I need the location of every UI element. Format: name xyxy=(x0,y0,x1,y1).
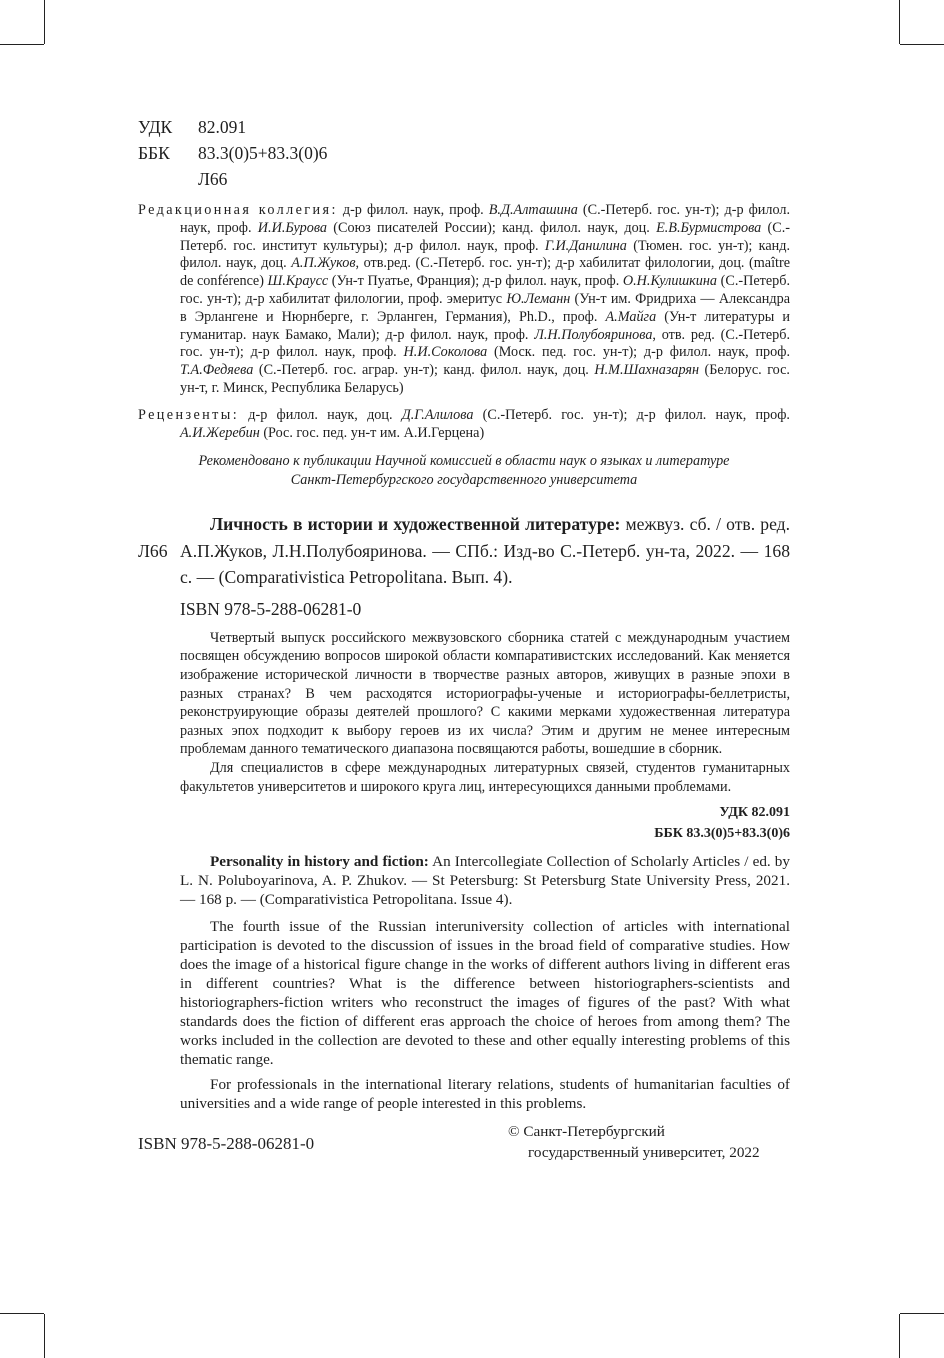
recommendation-line-2: Санкт-Петербургского государственного университета xyxy=(290,471,638,488)
board-person-name: Е.В.Бурмистрова xyxy=(656,219,762,236)
english-abstract-paragraph-1: The fourth issue of the Russian interuniversity collection of articles with international participation is devoted to the discussion of issues in the broad field of comparative studies. How does the image of a historical figure change in the works of different authors living in different eras in different countries? What is the difference between historiographers-scientists and historiographers-fiction writers who reconstruct the images of figures of the past? With what standards does the fiction of different eras approach the choice of heroes from among them? The works included in the collection are devoted to these and other equally interesting problems of this thematic range. xyxy=(180,918,790,1069)
udk-code-right: УДК 82.091 xyxy=(719,805,790,821)
reviewer-text-fragment: д-р филол. наук, доц. xyxy=(239,406,402,423)
board-person-name: Г.И.Данилина xyxy=(544,237,627,254)
reviewers-text xyxy=(180,407,790,441)
board-person-name: Н.М.Шахназарян xyxy=(594,362,700,379)
board-person-name: В.Д.Алташина xyxy=(488,202,578,218)
bbk-code-right: ББК 83.3(0)5+83.3(0)6 xyxy=(654,826,790,842)
board-text-fragment: (С.-Петерб. гос. аграр. ун-т); канд. филол. наук, доц. xyxy=(253,362,595,379)
board-text-fragment: (Ун-т им. Фридриха — Александра в Эрлангене и Нюрнберге, г. Эрланген, Германия), Ph.D., проф. xyxy=(180,290,790,325)
reviewer-person-name: Д.Г.Алилова xyxy=(401,406,474,423)
board-person-name: Ш.Краусс xyxy=(267,273,329,290)
crop-mark-top-left-h xyxy=(0,44,44,45)
footer-isbn: ISBN 978-5-288-06281-0 xyxy=(138,1134,315,1154)
board-person-name: И.И.Бурова xyxy=(257,219,328,236)
isbn-inline: ISBN 978-5-288-06281-0 xyxy=(180,598,362,619)
board-person-name: Л.Н.Полубояринова xyxy=(534,326,653,343)
english-bibliographic-entry xyxy=(180,852,790,909)
bbk-value: 83.3(0)5+83.3(0)6 xyxy=(198,143,328,163)
editorial-board-label: Редакционная коллегия: xyxy=(138,202,338,218)
recommendation-line-1: Рекомендовано к публикации Научной комиссией в области наук о языках и литературе xyxy=(198,453,730,470)
board-text-fragment: (С.-Петерб. гос. ун-т); д-р филол. наук, проф. xyxy=(180,202,790,236)
reviewers-label: Рецензенты: xyxy=(138,406,240,423)
crop-mark-top-right xyxy=(899,0,900,44)
board-text-fragment: (Тюмен. гос. ун-т); канд. филол. наук, доц. xyxy=(180,237,790,272)
board-text-fragment: , отв.ред. (С.-Петерб. гос. ун-т); д-р хабилитат филологии, доц. (maître de conférence) xyxy=(180,255,790,290)
english-abstract-paragraph-2: For professionals in the international literary relations, students of humanitarian faculties of universities and a wide range of people interested in this problems. xyxy=(180,1076,790,1113)
board-text-fragment: (Союз писателей России); канд. филол. наук, доц. xyxy=(327,219,657,236)
board-person-name: Ю.Леманн xyxy=(506,290,571,307)
english-summary xyxy=(180,852,790,1113)
bibliographic-author-mark: Л66 xyxy=(138,540,168,561)
footer xyxy=(138,1121,790,1171)
reviewer-text-fragment: (С.-Петерб. гос. ун-т); д-р филол. наук, проф. xyxy=(473,406,790,423)
board-text-fragment: (Белорус. гос. ун-т, г. Минск, Республика Беларусь) xyxy=(180,362,790,396)
crop-mark-top-right-h xyxy=(900,44,944,45)
board-person-name: А.Майга xyxy=(605,308,657,325)
reviewers xyxy=(138,407,790,443)
editorial-board xyxy=(138,202,790,398)
book-title: Личность в истории и художественной литературе: xyxy=(210,514,621,535)
english-title: Personality in history and fiction: xyxy=(210,853,429,871)
bibliographic-description xyxy=(138,511,790,591)
bbk-label: ББК xyxy=(138,143,170,163)
author-mark: Л66 xyxy=(198,169,228,189)
bibliographic-details: межвуз. сб. / отв. ред. А.П.Жуков, Л.Н.Полубояринова. — СПб.: Изд-во С.-Петерб. ун-та, 2022. — 168 с. — (Comparativistica Petropolitana. Вып. 4). xyxy=(180,514,790,588)
abstract-russian xyxy=(180,629,790,796)
board-text-fragment: (С.-Петерб. гос. институт культуры); д-р филол. наук, проф. xyxy=(180,219,790,254)
abstract-ru-paragraph-1: Четвертый выпуск российского межвузовского сборника статей с международным участием посвящен обсуждению вопросов широкой области компаративистских исследований. Как меняется изображение исторической личности в творчестве разных авторов, живущих в разные эпохи в разных странах? В чем расходятся историографы-ученые и историографы-беллетристы, реконструирующие образы деятелей прошлого? С какими мерками художественная литература разных эпох подходит к выбору героев из их числа? Этим и другим не менее интересным проблемам данного тематического диапазона посвящаются работы, вошедшие в сборник. xyxy=(180,629,790,758)
copyright-line-2: государственный университет, 2022 xyxy=(528,1144,760,1162)
board-person-name: Т.А.Федяева xyxy=(180,362,254,379)
copyright-line-1: © Санкт-Петербургский xyxy=(508,1123,665,1141)
copyright-notice xyxy=(508,1121,760,1163)
crop-mark-bottom-left xyxy=(44,1314,45,1358)
board-text-fragment: (Ун-т Пуатье, Франция); д-р филол. наук, проф. xyxy=(328,273,623,290)
reviewer-text-fragment: (Рос. гос. пед. ун-т им. А.И.Герцена) xyxy=(259,424,485,441)
classification-block xyxy=(138,114,790,192)
english-bibliographic-details: An Intercollegiate Collection of Scholarly Articles / ed. by L. N. Poluboyarinova, A. P. Zhukov. — St Petersburg: St Petersburg State University Press, 2021. — 168 p. — (Comparativistica Petropolitana. Issue 4). xyxy=(180,853,790,909)
crop-mark-top-left xyxy=(44,0,45,44)
crop-mark-bottom-left-h xyxy=(0,1313,44,1314)
board-text-fragment: д-р филол. наук, проф. xyxy=(337,202,489,218)
board-person-name: О.Н.Кулишкина xyxy=(622,273,718,290)
board-text-fragment: (Моск. пед. гос. ун-т); д-р филол. наук, проф. xyxy=(487,344,790,361)
board-text-fragment: (Ун-т литературы и гуманитар. наук Бамако, Мали); д-р филол. наук, проф. xyxy=(180,308,790,343)
board-person-name: Н.И.Соколова xyxy=(403,344,488,361)
reviewer-person-name: А.И.Жеребин xyxy=(180,424,260,441)
abstract-ru-paragraph-2: Для специалистов в сфере международных литературных связей, студентов гуманитарных факультетов университетов и широкого круга лиц, интересующихся данными проблемами. xyxy=(180,760,790,795)
board-text-fragment: , отв. ред. (С.-Петерб. гос. ун-т); д-р филол. наук, проф. xyxy=(180,326,790,361)
bibliographic-entry xyxy=(138,511,790,591)
udk-label: УДК xyxy=(138,117,173,137)
udk-value: 82.091 xyxy=(198,117,247,137)
board-person-name: А.П.Жуков xyxy=(291,255,356,272)
recommendation xyxy=(138,452,790,489)
udk-row xyxy=(138,114,790,140)
classification-codes-right xyxy=(138,802,790,844)
board-text-fragment: (С.-Петерб. гос. ун-т); д-р хабилитат филологии, проф. эмеритус xyxy=(180,273,790,307)
editorial-board-text xyxy=(180,202,790,396)
crop-mark-bottom-right xyxy=(899,1314,900,1358)
crop-mark-bottom-right-h xyxy=(900,1313,944,1314)
bbk-row xyxy=(138,140,790,166)
imprint-page xyxy=(138,114,790,1171)
